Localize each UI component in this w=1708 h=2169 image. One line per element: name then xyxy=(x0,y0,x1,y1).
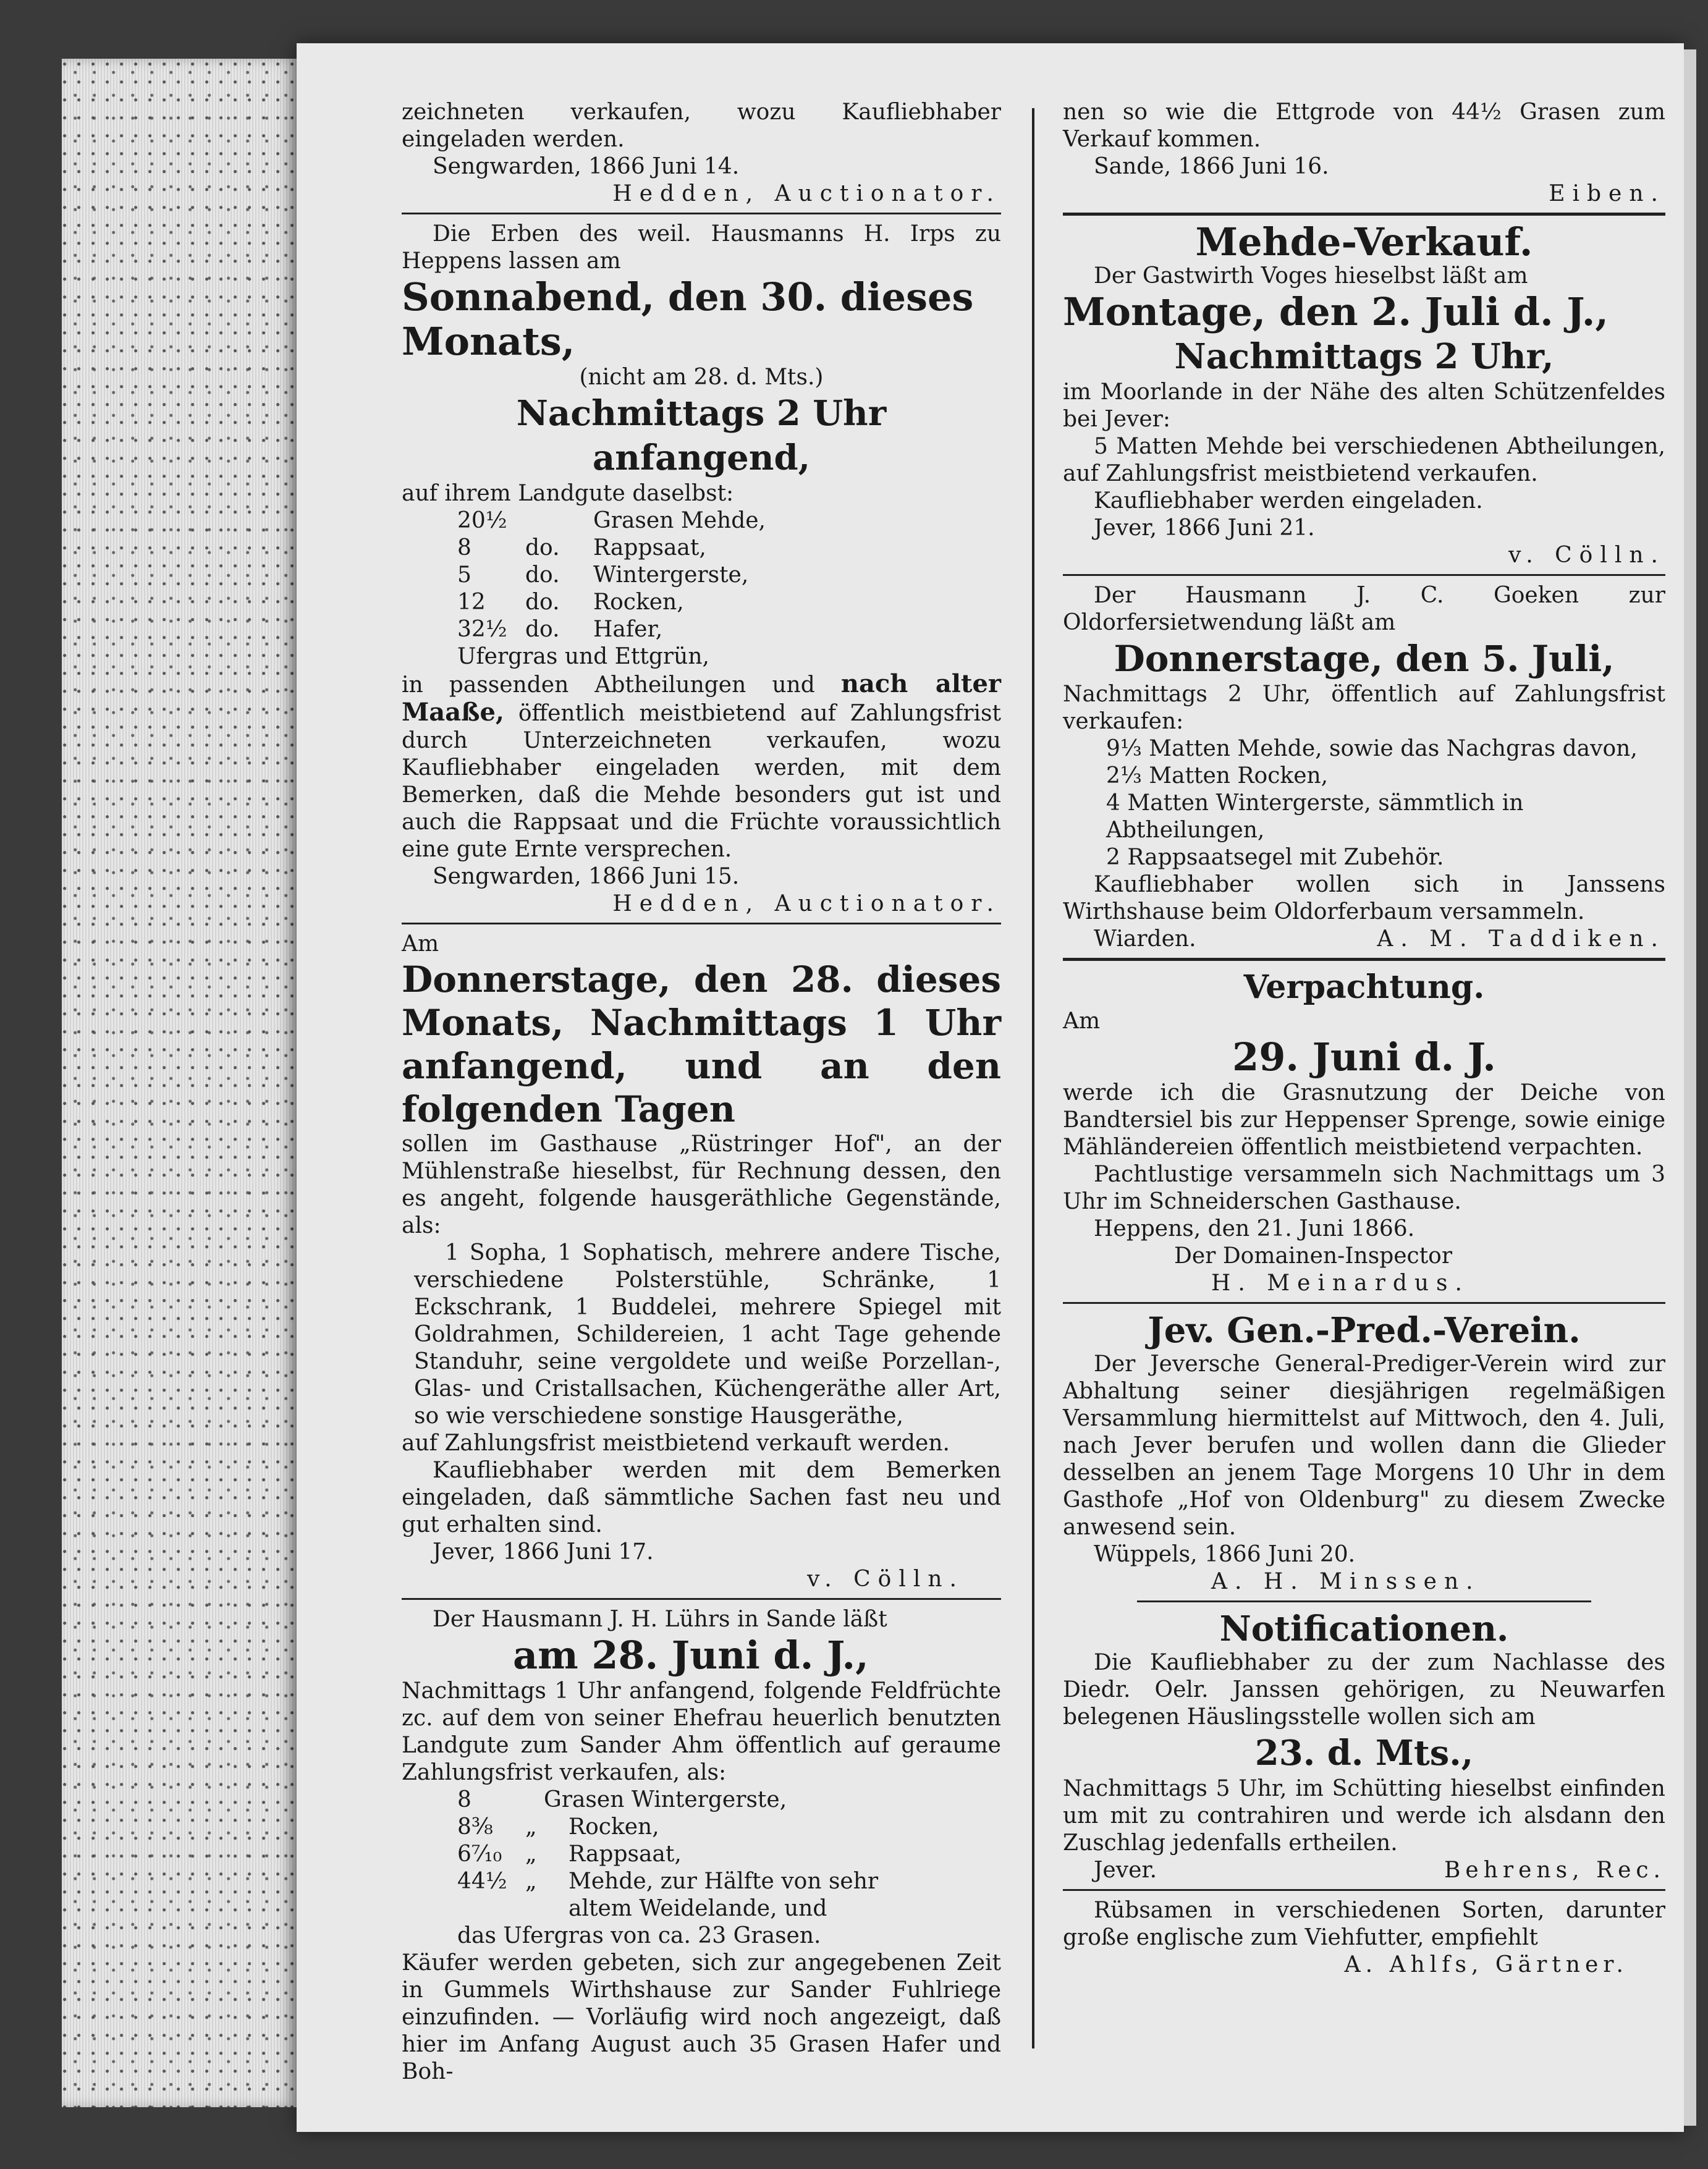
ad-signature: v. Cölln. xyxy=(807,1566,964,1592)
list-extra: Ufergras und Ettgrün, xyxy=(457,644,709,669)
ad-note: (nicht am 28. d. Mts.) xyxy=(579,365,824,390)
ad-body: Kaufliebhaber werden mit dem Bemerken eingeladen, daß sämmtliche Sachen fast neu und gut erhalten sind. xyxy=(402,1458,1001,1537)
item-list xyxy=(1063,735,1665,871)
list-item: 8 do. Rappsaat, xyxy=(457,535,706,560)
ad-place-date: Jever. xyxy=(1094,1858,1157,1883)
ad-am: Am xyxy=(402,931,439,957)
separator xyxy=(1063,1302,1665,1304)
separator xyxy=(402,1598,1001,1600)
ad-date-headline: Sonnabend, den 30. dieses Monats, xyxy=(402,274,974,364)
ad-hedden-1 xyxy=(402,99,1001,208)
ad-am: Am xyxy=(1063,1008,1101,1034)
ad-body: Nachmittags 1 Uhr anfangend, folgende Feldfrüchte zc. auf dem von seiner Ehefrau heuerlich benutzten Landgute zum Sander Ahm öffentlich auf geraume Zahlungsfrist verkaufen, als: xyxy=(402,1678,1001,1785)
ad-body: 1 Sopha, 1 Sophatisch, mehrere andere Tische, verschiedene Polsterstühle, Schränke, 1 Eckschrank, 1 Buddelei, mehrere Spiegel mit Goldrahmen, Schildereien, 1 acht Tage gehende Standuhr, seine vergoldete und weiße Porzellan-, Glas- und Cristallsachen, Küchengeräthe aller Art, so wie verschiedene sonstige Hausgeräthe, xyxy=(414,1240,1001,1429)
separator xyxy=(1063,213,1665,216)
separator xyxy=(402,923,1001,924)
list-extra: das Ufergras von ca. 23 Grasen. xyxy=(457,1923,821,1948)
ad-body: in passenden Abtheilungen und nach alter Maaße, öffentlich meistbietend auf Zahlungsfrist durch Unterzeichneten verkaufen, wozu Kaufliebhaber eingeladen werden, mit dem Bemerken, daß die Mehde besonders gut ist und auch die Rappsaat und die Früchte voraussichtlich eine gute Ernte versprechen. xyxy=(402,669,1001,862)
ad-eiben xyxy=(1063,99,1665,208)
ad-signature: Eiben. xyxy=(1549,181,1665,206)
column-divider xyxy=(1032,108,1034,2048)
list-item: 8⅜ „ Rocken, xyxy=(457,1814,659,1840)
ad-body: Rübsamen in verschiedenen Sorten, darunter große englische zum Viehfutter, empfiehlt xyxy=(1063,1898,1665,1950)
ad-date-headline: Donnerstage, den 28. dieses Monats, Nachmittags 1 Uhr anfangend, und an den folgenden Tagen xyxy=(402,958,1001,1130)
ad-body: Der Jeversche General-Prediger-Verein wird zur Abhaltung seiner diesjährigen regelmäßigen Versammlung hiermittelst auf Mittwoch, den 4. Juli, nach Jever berufen und wollen dann die Glieder desselben an jenem Tage Morgens 10 Uhr in dem Gasthofe „Hof von Oldenburg" zu diesem Zwecke anwesend sein. xyxy=(1063,1351,1665,1540)
item-list xyxy=(402,507,1001,670)
ad-date-headline: am 28. Juni d. J., xyxy=(513,1633,869,1678)
page-right-edge xyxy=(1684,49,1696,2126)
list-item: 8 Grasen Wintergerste, xyxy=(457,1787,787,1812)
ad-footer xyxy=(1063,1857,1665,1884)
ad-heading: Jev. Gen.-Pred.-Verein. xyxy=(1148,1310,1581,1351)
ad-signature: v. Cölln. xyxy=(1508,543,1665,568)
ad-heading: Notificationen. xyxy=(1219,1609,1509,1649)
ad-mehde-verkauf xyxy=(1063,219,1665,569)
ad-intro: Der Hausmann J. H. Lührs in Sande läßt xyxy=(433,1607,887,1632)
ad-signature: H. Meinardus. xyxy=(1211,1271,1469,1296)
ad-intro: Die Erben des weil. Hausmanns H. Irps zu Heppens lassen am xyxy=(402,221,1001,274)
ad-signature: Hedden, Auctionator. xyxy=(612,181,1001,206)
ad-signature: A. H. Minssen. xyxy=(1211,1569,1481,1594)
ad-signature: Behrens, Rec. xyxy=(1444,1858,1665,1883)
ad-body: Nachmittags 2 Uhr, öffentlich auf Zahlungsfrist verkaufen: xyxy=(1063,682,1665,734)
ad-ruebsamen xyxy=(1063,1897,1665,1979)
list-item: 9⅓ Matten Mehde, sowie das Nachgras davon, xyxy=(1106,736,1638,761)
ad-signature: A. M. Taddiken. xyxy=(1377,926,1665,952)
ad-time-headline: Nachmittags 2 Uhr, xyxy=(1174,336,1554,377)
ad-place-date: Wiarden. xyxy=(1094,926,1196,952)
list-item: 32½ do. Hafer, xyxy=(457,617,663,642)
ad-place-date: Wüppels, 1866 Juni 20. xyxy=(1094,1542,1356,1567)
right-column xyxy=(1063,99,1665,1979)
ad-body: Pachtlustige versammeln sich Nachmittags um 3 Uhr im Schneiderschen Gasthause. xyxy=(1063,1162,1665,1214)
ad-place-date: Sengwarden, 1866 Juni 14. xyxy=(433,154,740,179)
ad-place-date: Sengwarden, 1866 Juni 15. xyxy=(433,864,740,889)
ad-body: werde ich die Grasnutzung der Deiche von Bandtersiel bis zur Heppenser Sprenge, sowie einige Mähländereien öffentlich meistbietend verpachten. xyxy=(1063,1080,1665,1160)
list-item: 6⁷⁄₁₀ „ Rappsaat, xyxy=(457,1841,682,1867)
left-column xyxy=(402,99,1001,2086)
ad-body: Kaufliebhaber wollen sich in Janssens Wirthshause beim Oldorferbaum versammeln. xyxy=(1063,872,1665,924)
ad-body: Käufer werden gebeten, sich zur angegebenen Zeit in Gummels Wirthshause zur Sander Fuhlriege einzufinden. — Vorläufig wird noch angezeigt, daß hier im Anfang August auch 35 Grasen Hafer und Boh- xyxy=(402,1950,1001,2084)
ad-intro: Der Hausmann J. C. Goeken zur Oldorfersietwendung läßt am xyxy=(1063,583,1665,635)
ad-verpachtung xyxy=(1063,967,1665,1297)
ad-body: im Moorlande in der Nähe des alten Schützenfeldes bei Jever: xyxy=(1063,379,1665,432)
ad-prediger-verein xyxy=(1063,1310,1665,1596)
ad-body: Nachmittags 5 Uhr, im Schütting hieselbst einfinden um mit zu contrahiren und werde ich alsdann den Zuschlag jedenfalls ertheilen. xyxy=(1063,1776,1665,1856)
list-item: 12 do. Rocken, xyxy=(457,590,684,615)
list-item: 2⅓ Matten Rocken, xyxy=(1106,763,1329,789)
ad-intro: Der Gastwirth Voges hieselbst läßt am xyxy=(1094,263,1528,289)
ad-footer xyxy=(1063,926,1665,953)
ad-place-date: Heppens, den 21. Juni 1866. xyxy=(1094,1216,1415,1241)
separator xyxy=(1063,574,1665,576)
item-list xyxy=(402,1786,1001,1950)
ad-heading: Verpachtung. xyxy=(1243,968,1485,1006)
ad-date-headline: 23. d. Mts., xyxy=(1254,1733,1474,1774)
ad-place-date: Sande, 1866 Juni 16. xyxy=(1094,154,1329,179)
ad-place-date: Jever, 1866 Juni 21. xyxy=(1094,515,1315,541)
ad-body: auf Zahlungsfrist meistbietend verkauft werden. xyxy=(402,1431,950,1456)
list-item: 44½ „ Mehde, zur Hälfte von sehr altem Weidelande, und xyxy=(457,1869,879,1921)
ad-notificationen xyxy=(1063,1609,1665,1884)
ad-heading: Mehde-Verkauf. xyxy=(1195,219,1533,264)
book-page-edges xyxy=(62,59,297,2107)
ad-text: nen so wie die Ettgrode von 44½ Grasen zum Verkauf kommen. xyxy=(1063,99,1665,152)
ad-text: zeichneten verkaufen, wozu Kaufliebhaber eingeladen werden. xyxy=(402,99,1001,152)
ad-body: 5 Matten Mehde bei verschiedenen Abtheilungen, auf Zahlungsfrist meistbietend verkaufen. xyxy=(1063,434,1665,486)
separator xyxy=(1137,1600,1591,1602)
ad-body: Die Kaufliebhaber zu der zum Nachlasse des Diedr. Oelr. Janssen gehörigen, zu Neuwarfen belegenen Häuslingsstelle wollen sich am xyxy=(1063,1650,1665,1730)
separator xyxy=(1063,958,1665,961)
ad-office: Der Domainen-Inspector xyxy=(1174,1243,1453,1269)
list-item: 20½ Grasen Mehde, xyxy=(457,508,766,533)
ad-date-headline: 29. Juni d. J. xyxy=(1232,1034,1496,1080)
ad-body: Kaufliebhaber werden eingeladen. xyxy=(1094,488,1483,514)
ad-body: sollen im Gasthause „Rüstringer Hof", an der Mühlenstraße hieselbst, für Rechnung dessen, den es angeht, folgende hausgeräthliche Gegenstände, als: xyxy=(402,1131,1001,1238)
ad-location: auf ihrem Landgute daselbst: xyxy=(402,481,734,506)
separator xyxy=(402,213,1001,214)
ad-date-headline: Montage, den 2. Juli d. J., xyxy=(1063,289,1609,334)
separator xyxy=(1063,1889,1665,1891)
ad-place-date: Jever, 1866 Juni 17. xyxy=(433,1539,654,1565)
ad-signature: Hedden, Auctionator. xyxy=(612,891,1001,916)
ad-time-headline: Nachmittags 2 Uhr anfangend, xyxy=(516,393,887,478)
ad-ruestringer-hof xyxy=(402,931,1001,1593)
ad-irps xyxy=(402,221,1001,918)
ad-luehrs xyxy=(402,1606,1001,2086)
ad-signature: A. Ahlfs, Gärtner. xyxy=(1344,1952,1628,1977)
list-item: 2 Rappsaatsegel mit Zubehör. xyxy=(1106,845,1444,870)
list-item: 4 Matten Wintergerste, sämmtlich in Abtheilungen, xyxy=(1106,790,1524,843)
ad-date-headline: Donnerstage, den 5. Juli, xyxy=(1114,638,1615,680)
ad-goeken xyxy=(1063,582,1665,953)
list-item: 5 do. Wintergerste, xyxy=(457,562,749,588)
